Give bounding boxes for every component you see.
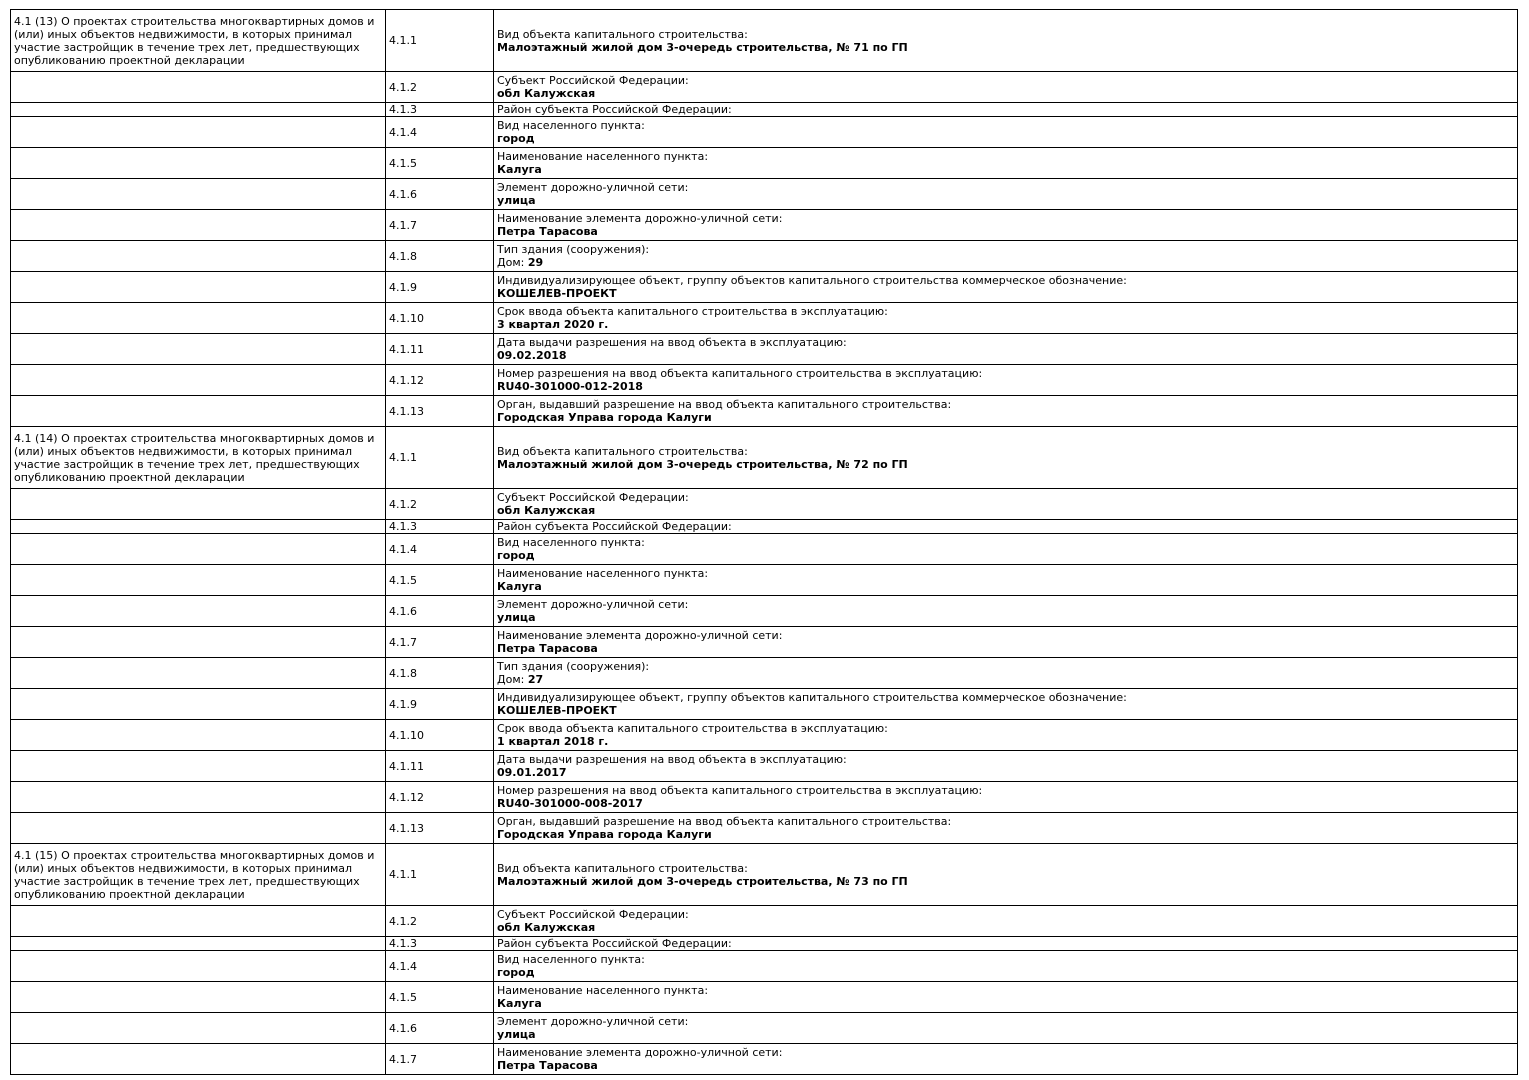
table-row [11,117,1518,148]
row-content-cell [494,982,1518,1013]
row-code-cell [386,1044,494,1075]
table-row [11,1044,1518,1075]
table-row [11,365,1518,396]
row-code-cell [386,534,494,565]
table-row [11,489,1518,520]
row-content-cell [494,937,1518,951]
section-description-cell [11,427,386,489]
field-label: Орган, выдавший разрешение на ввод объекта капитального строительства: [497,815,952,828]
table-row [11,596,1518,627]
table-row [11,782,1518,813]
field-label: Вид объекта капитального строительства: [497,27,748,41]
field-value-line [497,132,1514,145]
row-code-cell [386,937,494,951]
row-code: 4.1.6 [389,604,417,618]
section-empty-cell [11,813,386,844]
row-content-cell [494,179,1518,210]
field-value-line [497,735,1514,748]
field-value: Петра Тарасова [497,225,598,238]
row-content-cell [494,1013,1518,1044]
row-code-cell [386,272,494,303]
row-code-cell [386,658,494,689]
field-value: Городская Управа города Калуги [497,411,712,424]
field-label: Наименование населенного пункта: [497,567,709,580]
table-row [11,982,1518,1013]
field-label: Срок ввода объекта капитального строительства в эксплуатацию: [497,305,888,318]
section-empty-cell [11,396,386,427]
declaration-table [10,9,1518,1075]
row-code: 4.1.1 [389,34,417,47]
row-content-cell [494,520,1518,534]
row-code-cell [386,520,494,534]
section-empty-cell [11,489,386,520]
section-empty-cell [11,179,386,210]
table-row [11,334,1518,365]
table-row [11,565,1518,596]
section-empty-cell [11,720,386,751]
section-empty-cell [11,520,386,534]
table-row [11,148,1518,179]
table-row [11,272,1518,303]
field-value: Калуга [497,580,542,593]
row-code: 4.1.3 [389,103,417,116]
row-code-cell [386,179,494,210]
table-row [11,813,1518,844]
field-label: Элемент дорожно-уличной сети: [497,1015,689,1028]
row-content-cell [494,210,1518,241]
field-value: обл Калужская [497,87,596,100]
row-content-cell [494,813,1518,844]
row-code-cell [386,117,494,148]
field-label: Субъект Российской Федерации: [497,908,689,921]
row-content-cell [494,489,1518,520]
field-label: Тип здания (сооружения): [497,243,650,256]
table-row [11,210,1518,241]
field-value: город [497,132,535,145]
table-row [11,303,1518,334]
field-value-line [497,194,1514,207]
row-code-cell [386,813,494,844]
section-description-cell [11,844,386,906]
section-empty-cell [11,365,386,396]
field-label: Дата выдачи разрешения на ввод объекта в эксплуатацию: [497,336,847,349]
field-value-line [497,504,1514,517]
table-row [11,427,1518,489]
field-value-line [497,458,1514,471]
section-empty-cell [11,906,386,937]
field-label: Вид населенного пункта: [497,536,645,549]
field-value: улица [497,1028,536,1041]
table-row [11,751,1518,782]
table-row [11,951,1518,982]
table-row [11,720,1518,751]
row-content-cell [494,951,1518,982]
row-code: 4.1.4 [389,125,417,139]
section-empty-cell [11,565,386,596]
row-code: 4.1.12 [389,790,424,804]
row-content-cell [494,906,1518,937]
section-empty-cell [11,627,386,658]
row-content-cell [494,241,1518,272]
row-code: 4.1.6 [389,1021,417,1035]
field-value-line [497,87,1514,100]
row-content-cell [494,303,1518,334]
section-empty-cell [11,937,386,951]
field-value-line [497,642,1514,655]
table-row [11,906,1518,937]
table-row [11,241,1518,272]
field-value-line [497,1059,1514,1072]
section-empty-cell [11,658,386,689]
row-content-cell [494,117,1518,148]
field-value: RU40-301000-012-2018 [497,380,643,393]
field-value-line [497,997,1514,1010]
field-value: 29 [527,256,544,269]
section-empty-cell [11,117,386,148]
field-value: Калуга [497,997,542,1010]
field-label: Вид объекта капитального строительства: [497,444,748,458]
section-description: 4.1 (15) О проектах строительства многоквартирных домов и (или) иных объектов недвижимости, в которых принимал участие застройщик в течение трех лет, предшествующих опубликованию проектной декларации [14,848,375,901]
field-value-line [497,875,1514,888]
field-value-line [497,349,1514,362]
row-code-cell [386,951,494,982]
field-value-line [497,704,1514,717]
row-code: 4.1.3 [389,937,417,950]
field-label: Индивидуализирующее объект, группу объектов капитального строительства коммерческое обозначение: [497,691,1127,704]
row-content-cell [494,72,1518,103]
section-empty-cell [11,148,386,179]
row-code: 4.1.2 [389,914,417,928]
section-empty-cell [11,1044,386,1075]
field-label: Дата выдачи разрешения на ввод объекта в эксплуатацию: [497,753,847,766]
row-code: 4.1.11 [389,342,424,356]
field-label: Наименование элемента дорожно-уличной сети: [497,629,783,642]
row-code: 4.1.4 [389,542,417,556]
field-label: Наименование населенного пункта: [497,150,709,163]
field-label: Наименование элемента дорожно-уличной сети: [497,1046,783,1059]
row-code: 4.1.13 [389,404,424,418]
row-content-cell [494,658,1518,689]
row-code: 4.1.3 [389,520,417,533]
row-code-cell [386,72,494,103]
row-code-cell [386,489,494,520]
row-code-cell [386,148,494,179]
row-code: 4.1.5 [389,990,417,1004]
row-code: 4.1.11 [389,759,424,773]
table-row [11,396,1518,427]
field-value-line [497,411,1514,424]
field-value-line [497,1028,1514,1041]
row-code: 4.1.1 [389,868,417,881]
field-value: Калуга [497,163,542,176]
row-code: 4.1.8 [389,666,417,680]
field-value: улица [497,194,536,207]
field-label: Тип здания (сооружения): [497,660,650,673]
field-label: Элемент дорожно-уличной сети: [497,598,689,611]
table-row [11,520,1518,534]
row-content-cell [494,1044,1518,1075]
field-value: обл Калужская [497,921,596,934]
table-row [11,844,1518,906]
row-code: 4.1.13 [389,821,424,835]
field-value-line [497,828,1514,841]
field-value: 09.01.2017 [497,766,567,779]
field-value: 1 квартал 2018 г. [497,735,609,748]
table-row [11,179,1518,210]
field-value-line [497,380,1514,393]
row-code: 4.1.7 [389,218,417,232]
row-content-cell [494,534,1518,565]
row-code-cell [386,720,494,751]
section-empty-cell [11,1013,386,1044]
field-value: 3 квартал 2020 г. [497,318,609,331]
table-row [11,72,1518,103]
row-code: 4.1.7 [389,1052,417,1066]
row-content-cell [494,720,1518,751]
section-description: 4.1 (13) О проектах строительства многоквартирных домов и (или) иных объектов недвижимости, в которых принимал участие застройщик в течение трех лет, предшествующих опубликованию проектной декларации [14,14,375,67]
field-label: Район субъекта Российской Федерации: [497,937,732,950]
field-value: 09.02.2018 [497,349,567,362]
field-value: Малоэтажный жилой дом 3-очередь строительства, № 73 по ГП [497,874,908,888]
section-empty-cell [11,241,386,272]
section-empty-cell [11,103,386,117]
row-code-cell [386,844,494,906]
section-empty-cell [11,72,386,103]
field-value-line [497,163,1514,176]
field-value: КОШЕЛЕВ-ПРОЕКТ [497,704,617,717]
section-empty-cell [11,272,386,303]
row-code-cell [386,565,494,596]
row-code-cell [386,596,494,627]
row-code-cell [386,210,494,241]
field-value: RU40-301000-008-2017 [497,797,643,810]
field-value-prefix: Дом: [497,673,528,686]
row-code: 4.1.5 [389,156,417,170]
row-code-cell [386,751,494,782]
row-code-cell [386,427,494,489]
field-label: Вид населенного пункта: [497,119,645,132]
declaration-table-body [11,10,1518,1075]
table-row [11,534,1518,565]
row-code-cell [386,1013,494,1044]
row-content-cell [494,365,1518,396]
row-code: 4.1.8 [389,249,417,263]
row-code: 4.1.10 [389,311,424,325]
table-row [11,658,1518,689]
row-code-cell [386,103,494,117]
row-code-cell [386,782,494,813]
field-value-line [497,673,1514,686]
field-label: Номер разрешения на ввод объекта капитального строительства в эксплуатацию: [497,784,983,797]
section-empty-cell [11,303,386,334]
field-value-line [497,549,1514,562]
field-value: Малоэтажный жилой дом 3-очередь строительства, № 71 по ГП [497,40,908,54]
row-code: 4.1.12 [389,373,424,387]
row-content-cell [494,396,1518,427]
field-value: улица [497,611,536,624]
section-empty-cell [11,982,386,1013]
field-value-line [497,256,1514,269]
field-label: Район субъекта Российской Федерации: [497,520,732,533]
field-value-line [497,611,1514,624]
table-row [11,689,1518,720]
field-value: КОШЕЛЕВ-ПРОЕКТ [497,287,617,300]
row-code-cell [386,334,494,365]
field-value: город [497,549,535,562]
field-label: Элемент дорожно-уличной сети: [497,181,689,194]
table-row [11,937,1518,951]
field-label: Индивидуализирующее объект, группу объектов капитального строительства коммерческое обозначение: [497,274,1127,287]
row-code-cell [386,906,494,937]
field-value-line [497,580,1514,593]
field-label: Вид населенного пункта: [497,953,645,966]
field-label: Номер разрешения на ввод объекта капитального строительства в эксплуатацию: [497,367,983,380]
section-empty-cell [11,334,386,365]
row-content-cell [494,334,1518,365]
section-description-cell [11,10,386,72]
row-code-cell [386,627,494,658]
row-code: 4.1.6 [389,187,417,201]
field-value-line [497,921,1514,934]
row-code: 4.1.1 [389,451,417,464]
table-row [11,627,1518,658]
row-content-cell [494,844,1518,906]
row-code: 4.1.5 [389,573,417,587]
field-value-prefix: Дом: [497,256,528,269]
field-value-line [497,966,1514,979]
row-code-cell [386,982,494,1013]
field-value-line [497,318,1514,331]
field-label: Район субъекта Российской Федерации: [497,103,732,116]
section-empty-cell [11,210,386,241]
field-label: Срок ввода объекта капитального строительства в эксплуатацию: [497,722,888,735]
table-row [11,103,1518,117]
section-empty-cell [11,951,386,982]
row-code: 4.1.10 [389,728,424,742]
field-label: Орган, выдавший разрешение на ввод объекта капитального строительства: [497,398,952,411]
field-value: 27 [527,673,544,686]
row-code: 4.1.4 [389,959,417,973]
field-label: Субъект Российской Федерации: [497,74,689,87]
field-value-line [497,797,1514,810]
field-label: Вид объекта капитального строительства: [497,861,748,875]
row-code-cell [386,689,494,720]
field-value: обл Калужская [497,504,596,517]
row-code-cell [386,10,494,72]
table-row [11,10,1518,72]
row-content-cell [494,751,1518,782]
section-empty-cell [11,596,386,627]
row-code-cell [386,303,494,334]
row-code-cell [386,365,494,396]
field-value: Малоэтажный жилой дом 3-очередь строительства, № 72 по ГП [497,457,908,471]
row-code: 4.1.2 [389,80,417,94]
field-value: Петра Тарасова [497,1059,598,1072]
table-row [11,1013,1518,1044]
row-code: 4.1.2 [389,497,417,511]
row-content-cell [494,627,1518,658]
row-content-cell [494,148,1518,179]
field-value: Петра Тарасова [497,642,598,655]
section-empty-cell [11,534,386,565]
field-value-line [497,41,1514,54]
field-value-line [497,287,1514,300]
field-value: город [497,966,535,979]
section-empty-cell [11,689,386,720]
row-content-cell [494,565,1518,596]
field-value-line [497,766,1514,779]
row-content-cell [494,596,1518,627]
field-label: Наименование населенного пункта: [497,984,709,997]
row-content-cell [494,272,1518,303]
section-description: 4.1 (14) О проектах строительства многоквартирных домов и (или) иных объектов недвижимости, в которых принимал участие застройщик в течение трех лет, предшествующих опубликованию проектной декларации [14,431,375,484]
row-content-cell [494,427,1518,489]
row-content-cell [494,10,1518,72]
row-content-cell [494,782,1518,813]
row-content-cell [494,103,1518,117]
row-code: 4.1.7 [389,635,417,649]
field-value-line [497,225,1514,238]
row-content-cell [494,689,1518,720]
field-label: Субъект Российской Федерации: [497,491,689,504]
field-value: Городская Управа города Калуги [497,828,712,841]
field-label: Наименование элемента дорожно-уличной сети: [497,212,783,225]
row-code: 4.1.9 [389,697,417,711]
row-code-cell [386,396,494,427]
row-code: 4.1.9 [389,280,417,294]
row-code-cell [386,241,494,272]
section-empty-cell [11,751,386,782]
section-empty-cell [11,782,386,813]
